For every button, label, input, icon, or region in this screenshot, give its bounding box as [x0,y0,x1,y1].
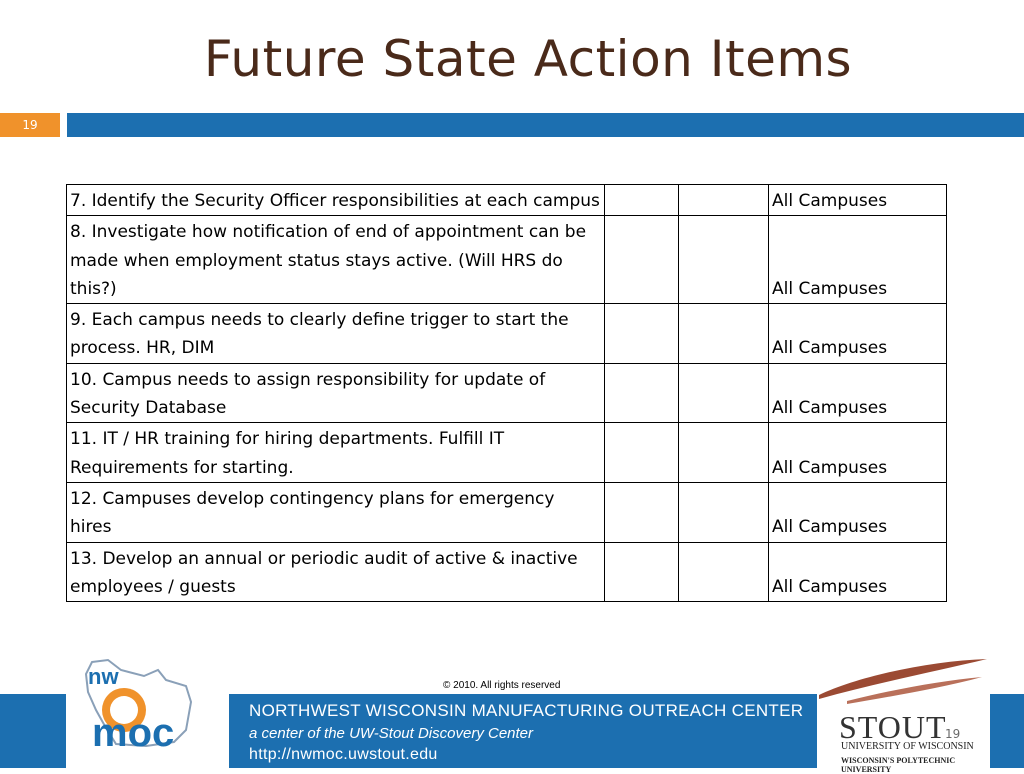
action-item-campuses: All Campuses [769,542,947,602]
empty-cell [679,482,769,542]
empty-cell [605,185,679,216]
empty-cell [679,423,769,483]
action-item-campuses: All Campuses [769,216,947,304]
action-item-description: 8. Investigate how notification of end of appointment can be made when employment status stays active. (Will HRS do this?) [67,216,605,304]
stout-wordmark: STOUT [839,709,947,745]
empty-cell [605,304,679,364]
empty-cell [679,304,769,364]
nwmoc-logo-graphic [66,640,229,768]
nwmoc-logo [66,640,229,768]
empty-cell [605,423,679,483]
action-item-campuses: All Campuses [769,304,947,364]
empty-cell [605,216,679,304]
copyright-text: © 2010. All rights reserved [443,680,561,691]
action-items-table [66,184,947,602]
title-divider-bar [67,113,1024,137]
action-item-campuses: All Campuses [769,423,947,483]
empty-cell [605,482,679,542]
action-item-description: 9. Each campus needs to clearly define trigger to start the process. HR, DIM [67,304,605,364]
stout-subtitle-2: WISCONSIN'S POLYTECHNIC UNIVERSITY [841,756,956,774]
stout-logo [817,657,990,774]
table-row [67,423,947,483]
action-item-description: 10. Campus needs to assign responsibility for update of Security Database [67,363,605,423]
empty-cell [605,542,679,602]
action-item-campuses: All Campuses [769,363,947,423]
table-row [67,185,947,216]
nwmoc-logo-nw: nw [88,664,119,689]
empty-cell [679,363,769,423]
org-subtitle: a center of the UW-Stout Discovery Center [249,725,534,742]
table-row [67,542,947,602]
table-row [67,363,947,423]
stout-swoosh-graphic [817,657,990,707]
action-item-description: 12. Campuses develop contingency plans for emergency hires [67,482,605,542]
table-row [67,216,947,304]
table-row [67,482,947,542]
empty-cell [679,216,769,304]
stout-subtitle-1: UNIVERSITY OF WISCONSIN [841,741,974,752]
action-item-description: 13. Develop an annual or periodic audit of active & inactive employees / guests [67,542,605,602]
action-item-campuses: All Campuses [769,185,947,216]
footer-page-number: 19 [945,727,961,741]
action-item-campuses: All Campuses [769,482,947,542]
nwmoc-logo-moc: moc [92,711,175,755]
org-name: NORTHWEST WISCONSIN MANUFACTURING OUTREACH CENTER [249,701,804,720]
table-row [67,304,947,364]
slide-title: Future State Action Items [203,30,853,88]
action-item-description: 11. IT / HR training for hiring departments. Fulfill IT Requirements for starting. [67,423,605,483]
empty-cell [679,542,769,602]
empty-cell [605,363,679,423]
org-url-link[interactable]: http://nwmoc.uwstout.edu [249,746,438,763]
page-number-badge: 19 [0,113,60,137]
empty-cell [679,185,769,216]
action-item-description: 7. Identify the Security Officer responsibilities at each campus [67,185,605,216]
